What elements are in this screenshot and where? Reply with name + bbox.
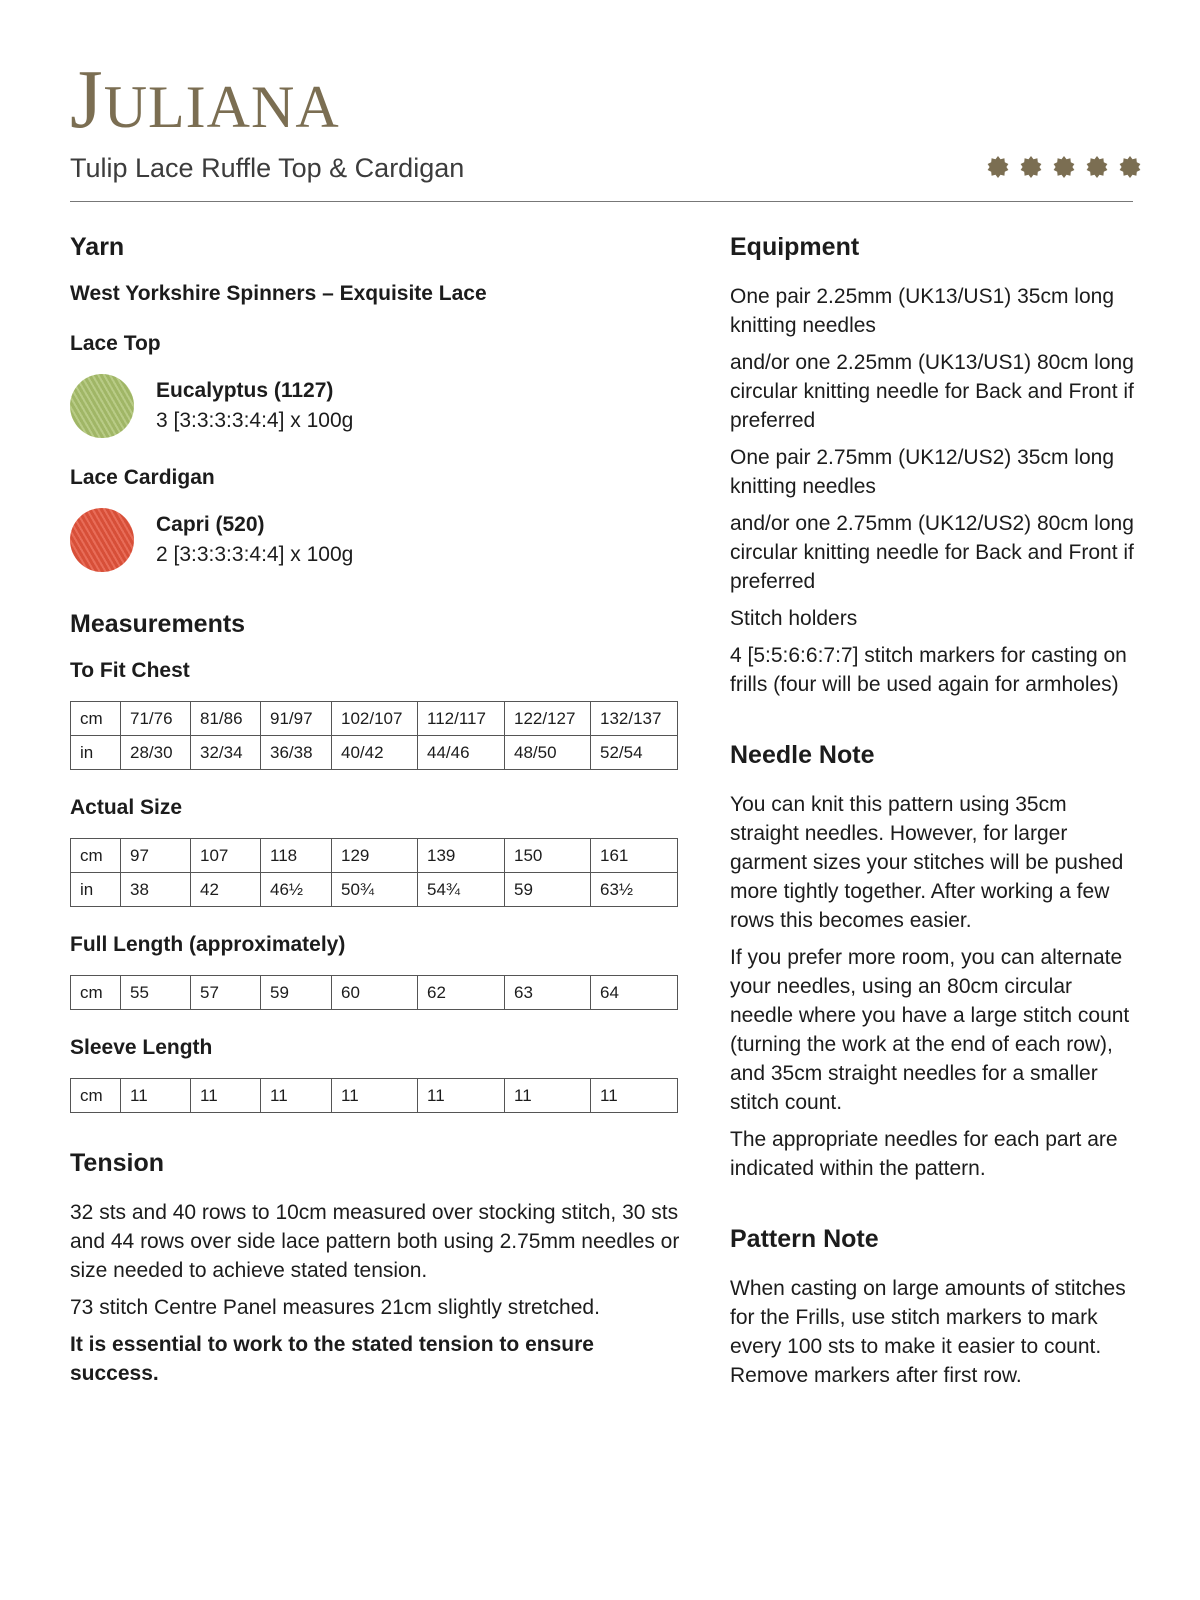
table-cell: 139	[418, 839, 505, 873]
table-cell: 55	[121, 976, 191, 1010]
table-row	[71, 736, 678, 770]
brand-rest: ULIANA	[103, 74, 340, 140]
brand-initial: J	[70, 53, 104, 146]
table-cell: 63	[505, 976, 591, 1010]
table-cell: 91/97	[261, 702, 332, 736]
table-cell: 81/86	[191, 702, 261, 736]
equipment-item: 4 [5:5:6:6:7:7] stitch markers for casting on frills (four will be used again for armholes)	[730, 644, 1127, 696]
equipment-heading: Equipment	[730, 233, 860, 261]
table-cell: 11	[191, 1079, 261, 1113]
table-cell: 11	[332, 1079, 418, 1113]
lace-top-heading: Lace Top	[70, 332, 161, 355]
tension-warning: It is essential to work to the stated tension to ensure success.	[70, 1333, 594, 1385]
table-cell: 46½	[261, 873, 332, 907]
actual-size-table	[70, 838, 678, 907]
table-cell: 11	[505, 1079, 591, 1113]
full-length-table	[70, 975, 678, 1010]
table-cell: 59	[261, 976, 332, 1010]
table-cell: 150	[505, 839, 591, 873]
table-cell: 102/107	[332, 702, 418, 736]
sleeve-length-heading: Sleeve Length	[70, 1036, 213, 1059]
left-column	[70, 233, 680, 1388]
table-cell: 71/76	[121, 702, 191, 736]
table-cell: 48/50	[505, 736, 591, 770]
yarn-cardigan-entry	[70, 508, 680, 572]
chest-heading: To Fit Chest	[70, 659, 190, 682]
table-row	[71, 702, 678, 736]
table-row	[71, 873, 678, 907]
yarn-top-name: Eucalyptus (1127)	[156, 379, 334, 402]
lace-cardigan-heading: Lace Cardigan	[70, 466, 215, 489]
capri-swatch	[70, 508, 134, 572]
table-cell: 118	[261, 839, 332, 873]
needle-note-text: The appropriate needles for each part are indicated within the pattern.	[730, 1128, 1118, 1180]
table-cell: 50¾	[332, 873, 418, 907]
rating-flower-icon	[1019, 155, 1043, 179]
yarn-brand: West Yorkshire Spinners – Exquisite Lace	[70, 282, 487, 305]
needle-note-text: You can knit this pattern using 35cm straight needles. However, for larger garment sizes your stitches will be pushed more tightly together. After working a few rows this becomes easier.	[730, 793, 1124, 932]
table-cell: cm	[71, 976, 121, 1010]
chest-table	[70, 701, 678, 770]
table-row	[71, 839, 678, 873]
full-length-heading: Full Length (approximately)	[70, 933, 346, 956]
brand-title	[70, 53, 340, 146]
table-cell: 62	[418, 976, 505, 1010]
table-cell: 132/137	[591, 702, 678, 736]
tension-text: 32 sts and 40 rows to 10cm measured over stocking stitch, 30 sts and 44 rows over side lace pattern both using 2.75mm needles or size needed to achieve stated tension.	[70, 1201, 680, 1282]
table-cell: in	[71, 736, 121, 770]
table-cell: 11	[121, 1079, 191, 1113]
table-cell: 38	[121, 873, 191, 907]
right-column	[730, 233, 1135, 1398]
difficulty-rating	[986, 155, 1142, 179]
table-cell: 52/54	[591, 736, 678, 770]
rating-flower-icon	[1085, 155, 1109, 179]
table-cell: 40/42	[332, 736, 418, 770]
table-cell: 107	[191, 839, 261, 873]
yarn-top-entry	[70, 374, 680, 438]
table-cell: 42	[191, 873, 261, 907]
table-cell: 64	[591, 976, 678, 1010]
yarn-top-qty: 3 [3:3:3:3:4:4] x 100g	[156, 409, 354, 432]
table-cell: 122/127	[505, 702, 591, 736]
table-cell: 63½	[591, 873, 678, 907]
table-cell: 57	[191, 976, 261, 1010]
measurements-heading: Measurements	[70, 610, 246, 638]
table-cell: 44/46	[418, 736, 505, 770]
table-cell: 28/30	[121, 736, 191, 770]
table-cell: 60	[332, 976, 418, 1010]
sleeve-length-table	[70, 1078, 678, 1113]
table-cell: in	[71, 873, 121, 907]
rating-flower-icon	[986, 155, 1010, 179]
table-cell: 32/34	[191, 736, 261, 770]
eucalyptus-swatch	[70, 374, 134, 438]
rating-flower-icon	[1118, 155, 1142, 179]
table-cell: cm	[71, 702, 121, 736]
tension-heading: Tension	[70, 1149, 164, 1177]
table-cell: 11	[261, 1079, 332, 1113]
table-cell: 59	[505, 873, 591, 907]
needle-note-heading: Needle Note	[730, 741, 875, 769]
table-cell: 54¾	[418, 873, 505, 907]
rating-flower-icon	[1052, 155, 1076, 179]
pattern-note-heading: Pattern Note	[730, 1225, 879, 1253]
table-cell: cm	[71, 1079, 121, 1113]
table-cell: cm	[71, 839, 121, 873]
table-cell: 112/117	[418, 702, 505, 736]
equipment-item: One pair 2.25mm (UK13/US1) 35cm long knitting needles	[730, 285, 1114, 337]
table-row	[71, 976, 678, 1010]
yarn-heading: Yarn	[70, 233, 125, 261]
table-cell: 129	[332, 839, 418, 873]
yarn-cardigan-qty: 2 [3:3:3:3:4:4] x 100g	[156, 543, 354, 566]
table-cell: 11	[418, 1079, 505, 1113]
needle-note-text: If you prefer more room, you can alternate your needles, using an 80cm circular needle where you have a large stitch count (turning the work at the end of each row), and 35cm straight needles for a smaller stitch count.	[730, 946, 1130, 1114]
equipment-item: and/or one 2.25mm (UK13/US1) 80cm long circular knitting needle for Back and Front if preferred	[730, 351, 1134, 432]
table-cell: 36/38	[261, 736, 332, 770]
table-cell: 97	[121, 839, 191, 873]
table-cell: 11	[591, 1079, 678, 1113]
yarn-cardigan-name: Capri (520)	[156, 513, 265, 536]
equipment-item: One pair 2.75mm (UK12/US2) 35cm long knitting needles	[730, 446, 1114, 498]
equipment-item: and/or one 2.75mm (UK12/US2) 80cm long circular knitting needle for Back and Front if preferred	[730, 512, 1134, 593]
pattern-subtitle: Tulip Lace Ruffle Top & Cardigan	[70, 153, 465, 183]
equipment-item: Stitch holders	[730, 607, 858, 630]
header-divider	[70, 201, 1133, 202]
table-cell: 161	[591, 839, 678, 873]
table-row	[71, 1079, 678, 1113]
centre-panel-text: 73 stitch Centre Panel measures 21cm slightly stretched.	[70, 1296, 600, 1319]
actual-size-heading: Actual Size	[70, 796, 183, 819]
pattern-note-text: When casting on large amounts of stitches for the Frills, use stitch markers to mark every 100 sts to make it easier to count. Remove markers after first row.	[730, 1277, 1126, 1387]
